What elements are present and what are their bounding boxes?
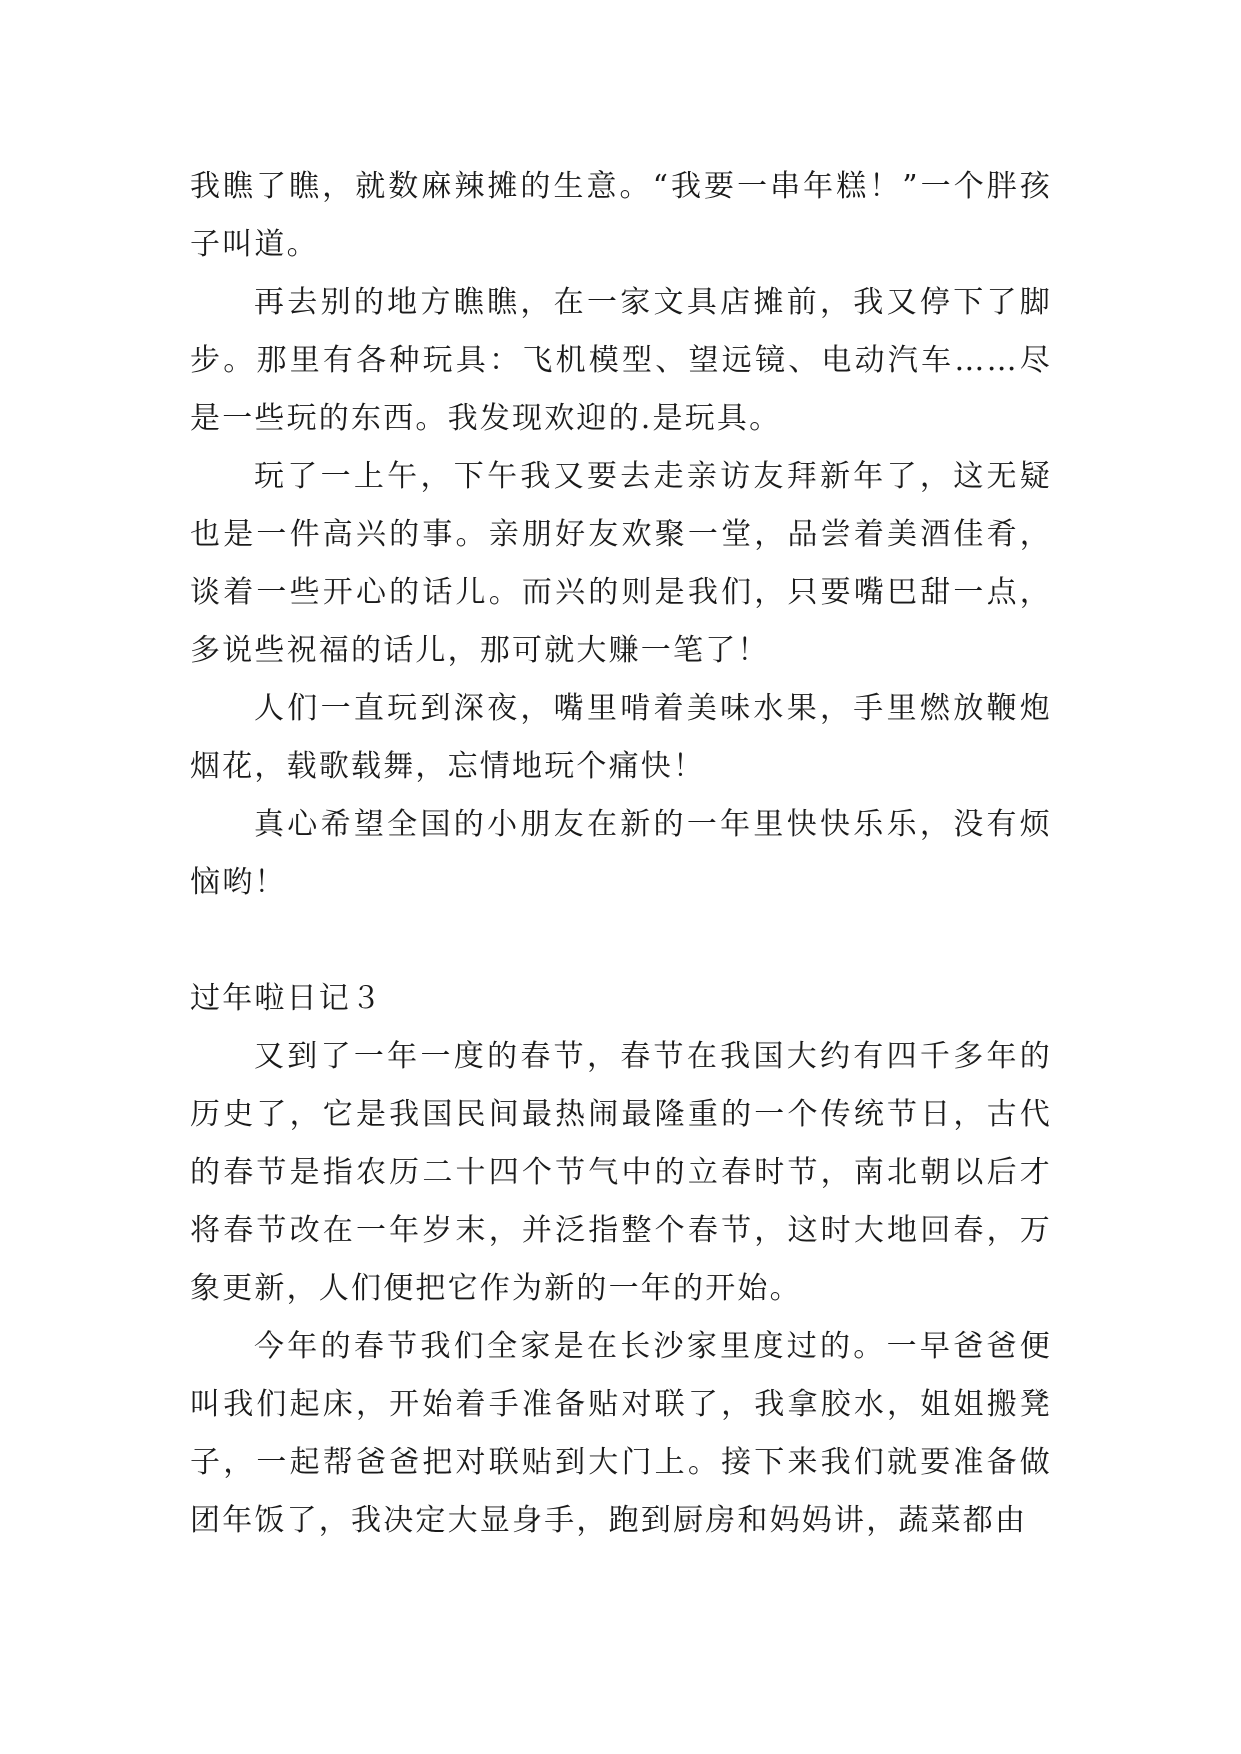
section-title: 过年啦日记３ [190,981,384,1016]
paragraph-family-preparation: 今年的春节我们全家是在长沙家里度过的。一早爸爸便叫我们起床，开始着手准备贴对联了，我拿胶水，姐姐搬凳子，一起帮爸爸把对联贴到大门上。接下来我们就要准备做团年饭了，我决定大显身手，跑到厨房和妈妈讲，蔬菜都由 [190,1329,1052,1538]
continued-paragraph: 我瞧了瞧，就数麻辣摊的生意。“我要一串年糕！”一个胖孩子叫道。 [190,169,1052,262]
paragraph-stationery-stall: 再去别的地方瞧瞧，在一家文具店摊前，我又停下了脚步。那里有各种玩具：飞机模型、望远镜、电动汽车……尽是一些玩的东西。我发现欢迎的.是玩具。 [190,285,1052,436]
paragraph-late-night: 人们一直玩到深夜，嘴里啃着美味水果，手里燃放鞭炮烟花，载歌载舞，忘情地玩个痛快！ [190,691,1052,784]
paragraph-visiting-relatives: 玩了一上午，下午我又要去走亲访友拜新年了，这无疑也是一件高兴的事。亲朋好友欢聚一堂，品尝着美酒佳肴，谈着一些开心的话儿。而兴的则是我们，只要嘴巴甜一点，多说些祝福的话儿，那可就大赚一笔了！ [190,459,1052,668]
paragraph-wishes: 真心希望全国的小朋友在新的一年里快快乐乐，没有烦恼哟！ [190,807,1052,900]
paragraph-spring-festival-history: 又到了一年一度的春节，春节在我国大约有四千多年的历史了，它是我国民间最热闹最隆重的一个传统节日，古代的春节是指农历二十四个节气中的立春时节，南北朝以后才将春节改在一年岁末，并泛指整个春节，这时大地回春，万象更新，人们便把它作为新的一年的开始。 [190,1039,1052,1306]
document-body [190,158,1052,1550]
